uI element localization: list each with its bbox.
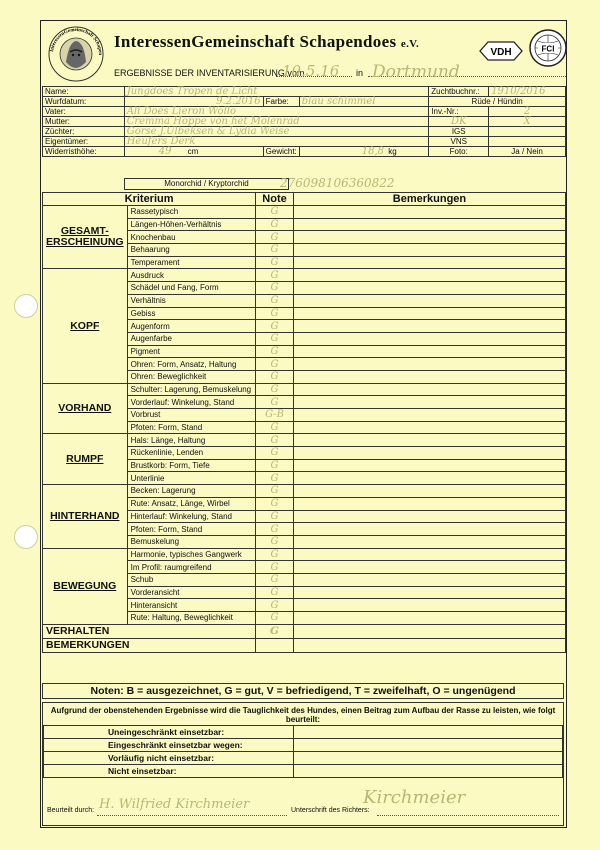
criterion-remark — [293, 586, 565, 599]
criterion-label: Schädel und Fang, Form — [127, 282, 256, 295]
inventory-place: Dortmund — [372, 62, 460, 82]
criterion-row — [43, 434, 566, 447]
criterion-remark — [293, 396, 565, 409]
criterion-remark — [293, 485, 565, 498]
criterion-note: G — [256, 256, 294, 269]
foto: Ja / Nein — [489, 147, 566, 157]
criterion-group: RUMPF — [43, 434, 128, 485]
criterion-remark — [293, 612, 565, 625]
criterion-remark — [293, 409, 565, 422]
criterion-label: Bemuskelung — [127, 535, 256, 548]
criterion-label: Schulter: Lagerung, Bemuskelung — [127, 383, 256, 396]
criterion-label: Rute: Ansatz, Länge, Wirbel — [127, 497, 256, 510]
criterion-remark — [293, 282, 565, 295]
col-kriterium: Kriterium — [43, 193, 256, 206]
criterion-remark — [293, 256, 565, 269]
criterion-row — [43, 206, 566, 219]
criterion-note: G — [256, 523, 294, 536]
criterion-remark — [293, 345, 565, 358]
criterion-label: Pfoten: Form, Stand — [127, 421, 256, 434]
subtitle-in: in — [356, 68, 364, 78]
svg-text:FCI: FCI — [541, 44, 555, 54]
criterion-remark — [293, 548, 565, 561]
criterion-note: G — [256, 599, 294, 612]
criterion-remark — [293, 206, 565, 219]
bemerkungen-row — [43, 638, 566, 652]
fci-logo — [528, 28, 568, 68]
criterion-note: G — [256, 383, 294, 396]
criterion-note: G — [256, 332, 294, 345]
criterion-remark — [293, 218, 565, 231]
criteria-table — [42, 192, 566, 653]
criterion-label: Becken: Lagerung — [127, 485, 256, 498]
criterion-label: Pigment — [127, 345, 256, 358]
col-note: Note — [256, 193, 294, 206]
criterion-note: G — [256, 447, 294, 460]
mono-label: Monorchid / Kryptorchid — [124, 178, 289, 190]
criterion-remark — [293, 561, 565, 574]
criterion-note: G — [256, 561, 294, 574]
criterion-remark — [293, 472, 565, 485]
verhalten-row-label: VERHALTEN — [43, 624, 256, 638]
criterion-label: Vorderansicht — [127, 586, 256, 599]
gewicht: 18,8 — [361, 146, 385, 157]
criterion-note: G — [256, 358, 294, 371]
zuechter: Gorse J.Ulbeksen & Lydia Weise — [124, 127, 429, 137]
criterion-label: Vorbrust — [127, 409, 256, 422]
criterion-remark — [293, 497, 565, 510]
criterion-remark — [293, 573, 565, 586]
criterion-note: G — [256, 459, 294, 472]
org-title: InteressenGemeinschaft Schapendoes e.V. — [114, 32, 420, 51]
wurfdatum: 9.2.2016 — [124, 97, 263, 107]
criterion-note: G — [256, 244, 294, 257]
criterion-remark — [293, 307, 565, 320]
criterion-remark — [293, 244, 565, 257]
chip-number: 276098106360822 — [280, 176, 395, 190]
criterion-remark — [293, 269, 565, 282]
signature-label: Unterschrift des Richters: — [291, 807, 370, 814]
criterion-note: G — [256, 218, 294, 231]
option-eingeschraenkt: Eingeschränkt einsetzbar wegen: — [44, 739, 294, 752]
criterion-label: Rückenlinie, Lenden — [127, 447, 256, 460]
bemerkungen-row-label: BEMERKUNGEN — [43, 638, 256, 652]
criterion-group: BEWEGUNG — [43, 548, 128, 624]
criterion-label: Ohren: Form, Ansatz, Haltung — [127, 358, 256, 371]
inv-nr: 2 — [489, 107, 566, 117]
vater: Ali Does Lieron Wollo — [124, 107, 429, 117]
criterion-label: Gebiss — [127, 307, 256, 320]
criterion-label: Hinterlauf: Winkelung, Stand — [127, 510, 256, 523]
dog-name: Jungdoes Tropen de Licht — [124, 87, 429, 97]
criterion-label: Augenform — [127, 320, 256, 333]
mutter: Cremma Hoppe von het Molenrad — [124, 117, 429, 127]
verhalten-row-remark — [293, 624, 565, 638]
criterion-label: Längen-Höhen-Verhältnis — [127, 218, 256, 231]
judge-signature: Kirchmeier — [363, 787, 466, 808]
criterion-label: Rassetypisch — [127, 206, 256, 219]
criterion-remark — [293, 231, 565, 244]
dog-info-table: Name: Jungdoes Tropen de Licht Zuchtbuchnr.: 1910/2016 Wurfdatum: 9.2.2016 Farbe: blau schimmel Rüde / Hündin Vater: Ali Does Lieron Wollo Inv.-Nr.: 2 Mutter: Cremma Hoppe von het Molenrad DK X Züchter: Gorse J.Ulbeksen & Lydia Weise IGS Eigentümer: Heufers Derk VNS Widerristhöhe: 49 cm Gewicht: 18,8 kg Foto: Ja / Nein — [42, 86, 566, 157]
svg-text:InteressenGemeinschaft Schapen: InteressenGemeinschaft Schapen — [50, 27, 103, 56]
criterion-note: G-B — [256, 409, 294, 422]
criterion-group: GESAMT-ERSCHEINUNG — [43, 206, 128, 269]
svg-text:VDH: VDH — [490, 47, 512, 58]
criterion-note: G — [256, 421, 294, 434]
criterion-label: Vorderlauf: Winkelung, Stand — [127, 396, 256, 409]
criterion-row — [43, 269, 566, 282]
criterion-note: G — [256, 320, 294, 333]
criterion-label: Temperament — [127, 256, 256, 269]
evaluation-table — [43, 725, 563, 778]
option-vorlaeufig: Vorläufig nicht einsetzbar: — [44, 752, 294, 765]
criterion-note: G — [256, 370, 294, 383]
inventory-date: 10.5.16 — [282, 62, 340, 80]
criterion-row — [43, 383, 566, 396]
punch-hole — [14, 525, 38, 549]
criterion-group: VORHAND — [43, 383, 128, 434]
criterion-remark — [293, 447, 565, 460]
criterion-note: G — [256, 434, 294, 447]
club-logo — [44, 24, 108, 84]
criterion-note: G — [256, 231, 294, 244]
farbe: blau schimmel — [299, 97, 429, 107]
criterion-remark — [293, 370, 565, 383]
criterion-note: G — [256, 206, 294, 219]
criterion-label: Behaarung — [127, 244, 256, 257]
criterion-note: G — [256, 396, 294, 409]
verhalten-row — [43, 624, 566, 638]
criterion-remark — [293, 510, 565, 523]
criterion-label: Harmonie, typisches Gangwerk — [127, 548, 256, 561]
judge-name: H. Wilfried Kirchmeier — [99, 797, 250, 812]
evaluation-intro: Aufgrund der obenstehenden Ergebnisse wird die Tauglichkeit des Hundes, einen Beitrag zum Aufbau der Rasse zu leisten, wie folgt beurteilt: — [50, 706, 556, 724]
criterion-group: KOPF — [43, 269, 128, 383]
x-mark: X — [489, 117, 566, 127]
criterion-note: G — [256, 282, 294, 295]
criterion-label: Hinteransicht — [127, 599, 256, 612]
criterion-label: Unterlinie — [127, 472, 256, 485]
criterion-note: G — [256, 294, 294, 307]
col-bemerkungen: Bemerkungen — [293, 193, 565, 206]
criterion-row — [43, 548, 566, 561]
verhalten-row-note: G — [256, 624, 294, 638]
criterion-remark — [293, 599, 565, 612]
zuchtbuch-nr: 1910/2016 — [489, 87, 566, 97]
criterion-label: Pfoten: Form, Stand — [127, 523, 256, 536]
punch-hole — [14, 294, 38, 318]
criterion-remark — [293, 358, 565, 371]
criterion-label: Im Profil: raumgreifend — [127, 561, 256, 574]
bemerkungen-row-note — [256, 638, 294, 652]
criterion-label: Brustkorb: Form, Tiefe — [127, 459, 256, 472]
criterion-note: G — [256, 510, 294, 523]
criterion-label: Knochenbau — [127, 231, 256, 244]
criterion-note: G — [256, 497, 294, 510]
criterion-label: Rute: Haltung, Beweglichkeit — [127, 612, 256, 625]
bemerkungen-row-remark — [293, 638, 565, 652]
criterion-label: Verhältnis — [127, 294, 256, 307]
criterion-group: HINTERHAND — [43, 485, 128, 548]
criterion-label: Hals: Länge, Haltung — [127, 434, 256, 447]
criterion-remark — [293, 294, 565, 307]
criterion-remark — [293, 383, 565, 396]
criterion-note: G — [256, 307, 294, 320]
option-nicht: Nicht einsetzbar: — [44, 765, 294, 778]
vdh-logo — [478, 40, 524, 62]
subtitle: ERGEBNISSE DER INVENTARISIERUNG vom — [114, 68, 305, 78]
evaluation-box — [42, 702, 564, 826]
option-uneingeschraenkt: Uneingeschränkt einsetzbar: — [44, 726, 294, 739]
grade-legend: Noten: B = ausgezeichnet, G = gut, V = befriedigend, T = zweifelhaft, O = ungenügend — [42, 683, 564, 699]
geschlecht: Rüde / Hündin — [429, 97, 566, 107]
criterion-remark — [293, 320, 565, 333]
criterion-note: G — [256, 586, 294, 599]
criterion-remark — [293, 332, 565, 345]
criterion-note: G — [256, 535, 294, 548]
criterion-label: Augenfarbe — [127, 332, 256, 345]
eigentuemer: Heufers Derk — [124, 137, 429, 147]
criterion-note: G — [256, 548, 294, 561]
criterion-remark — [293, 523, 565, 536]
criterion-note: G — [256, 612, 294, 625]
widerrist: 49 — [158, 146, 172, 157]
dk-mark: DK — [429, 117, 489, 127]
criterion-note: G — [256, 573, 294, 586]
criterion-label: Ohren: Beweglichkeit — [127, 370, 256, 383]
criterion-note: G — [256, 485, 294, 498]
criterion-note: G — [256, 345, 294, 358]
criterion-remark — [293, 434, 565, 447]
criterion-remark — [293, 535, 565, 548]
criterion-note: G — [256, 472, 294, 485]
criterion-remark — [293, 459, 565, 472]
criterion-label: Ausdruck — [127, 269, 256, 282]
criterion-remark — [293, 421, 565, 434]
criterion-note: G — [256, 269, 294, 282]
judged-by-label: Beurteilt durch: — [47, 807, 95, 814]
criterion-row — [43, 485, 566, 498]
criterion-label: Schub — [127, 573, 256, 586]
